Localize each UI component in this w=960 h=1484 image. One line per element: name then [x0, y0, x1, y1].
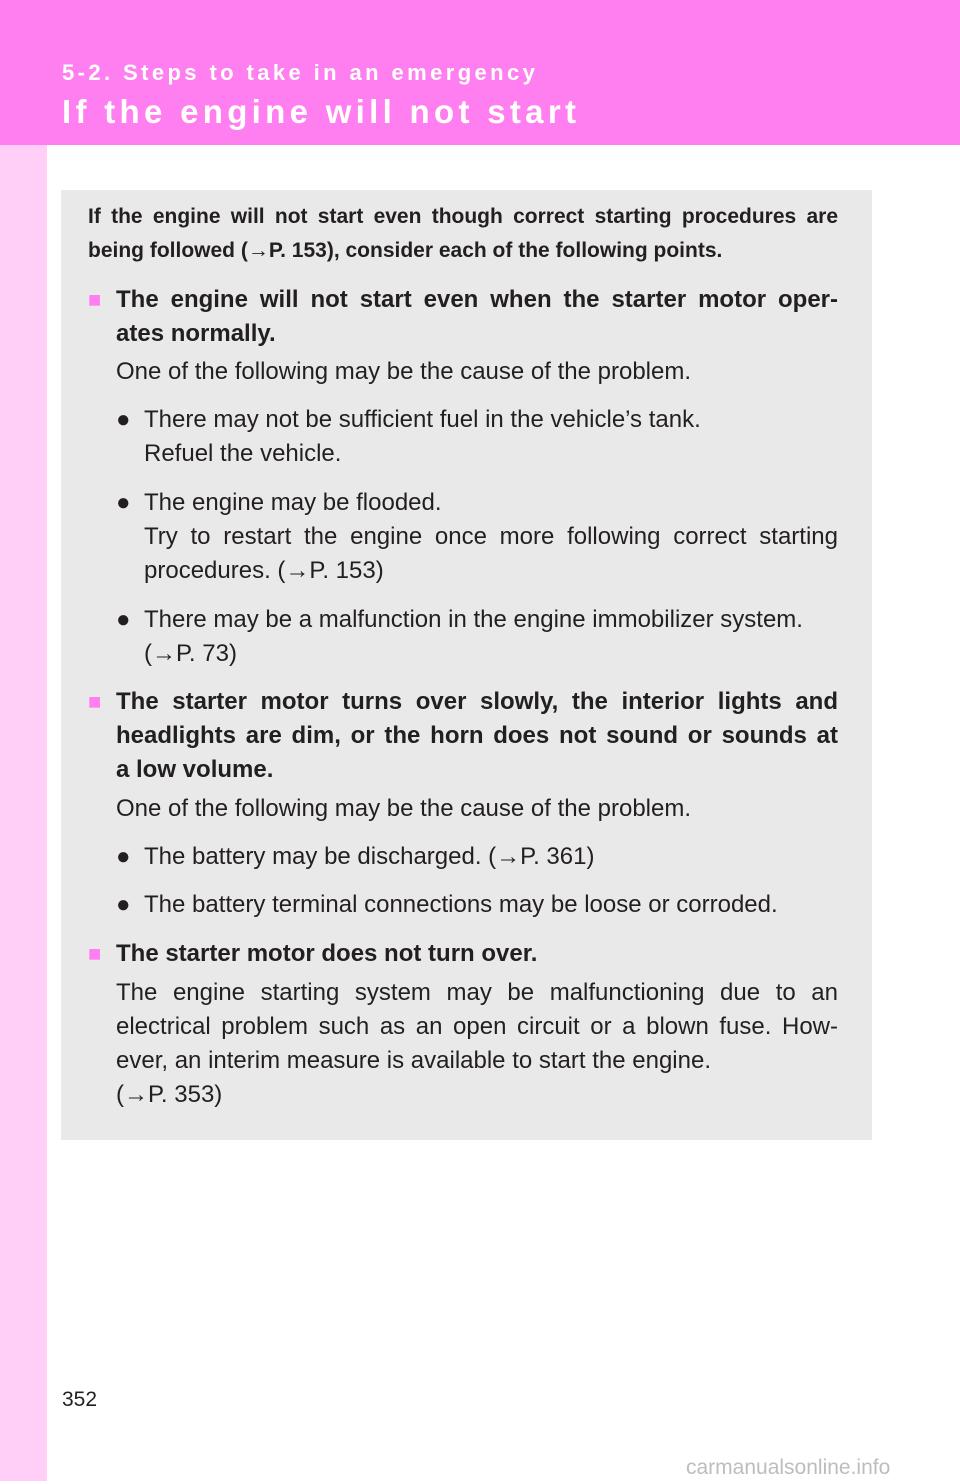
- page-number: 352: [62, 1388, 98, 1411]
- list-item-line: (→P. 73): [144, 640, 237, 667]
- heading-line: The starter motor does not turn over.: [116, 940, 538, 967]
- list-item-line: The battery may be discharged. (→P. 361): [144, 843, 595, 870]
- square-bullet-icon: ■: [88, 941, 102, 966]
- heading-line: ates normally.: [116, 320, 276, 347]
- section-body: [116, 976, 838, 1112]
- heading-line: a low volume.: [116, 756, 274, 783]
- list-item-line: Refuel the vehicle.: [144, 440, 342, 467]
- list-item: [116, 486, 838, 588]
- filled-circle-bullet-icon: ●: [116, 489, 131, 516]
- list-item: [116, 888, 838, 922]
- list-item-line: The engine may be flooded.: [144, 489, 442, 516]
- list-item-line: There may not be sufficient fuel in the vehicle’s tank.: [144, 406, 701, 433]
- body-line: electrical problem such as an open circuit or a blown fuse. How-: [116, 1013, 838, 1040]
- heading-line: headlights are dim, or the horn does not sound or sounds at: [116, 722, 838, 749]
- filled-circle-bullet-icon: ●: [116, 606, 131, 633]
- section-heading-starter-slow: [88, 685, 838, 787]
- section-label: 5-2. Steps to take in an emergency: [62, 60, 539, 85]
- list-item: [116, 840, 838, 874]
- section-heading-starter-no-turn: [88, 937, 838, 971]
- section-heading-starter-normal: [88, 283, 838, 351]
- watermark: carmanualsonline.info: [686, 1456, 891, 1479]
- intro-text: If the engine will not start even though correct starting procedures are being followed (→P. 153), consider each of the following points.: [88, 205, 838, 262]
- filled-circle-bullet-icon: ●: [116, 406, 131, 433]
- list-item: [116, 603, 838, 671]
- filled-circle-bullet-icon: ●: [116, 843, 131, 870]
- page-header: [0, 0, 960, 145]
- body-line: The engine starting system may be malfunctioning due to an: [116, 979, 838, 1006]
- list-item-line: There may be a malfunction in the engine immobilizer system.: [144, 606, 803, 633]
- page-title: If the engine will not start: [62, 93, 581, 130]
- list-item-line: Try to restart the engine once more following correct starting: [144, 523, 838, 550]
- body-line: (→P. 353): [116, 1081, 223, 1108]
- list-item-line: The battery terminal connections may be loose or corroded.: [144, 891, 778, 918]
- filled-circle-bullet-icon: ●: [116, 891, 131, 918]
- square-bullet-icon: ■: [88, 689, 102, 714]
- list-item: [116, 403, 838, 471]
- square-bullet-icon: ■: [88, 287, 102, 312]
- side-tab-bar: [0, 145, 47, 1481]
- body-line: ever, an interim measure is available to start the engine.: [116, 1047, 711, 1074]
- section-lead: One of the following may be the cause of the problem.: [116, 795, 692, 822]
- heading-line: The starter motor turns over slowly, the interior lights and: [116, 688, 838, 715]
- section-lead: One of the following may be the cause of the problem.: [116, 358, 692, 385]
- list-item-line: procedures. (→P. 153): [144, 557, 384, 584]
- heading-line: The engine will not start even when the starter motor oper-: [116, 286, 838, 313]
